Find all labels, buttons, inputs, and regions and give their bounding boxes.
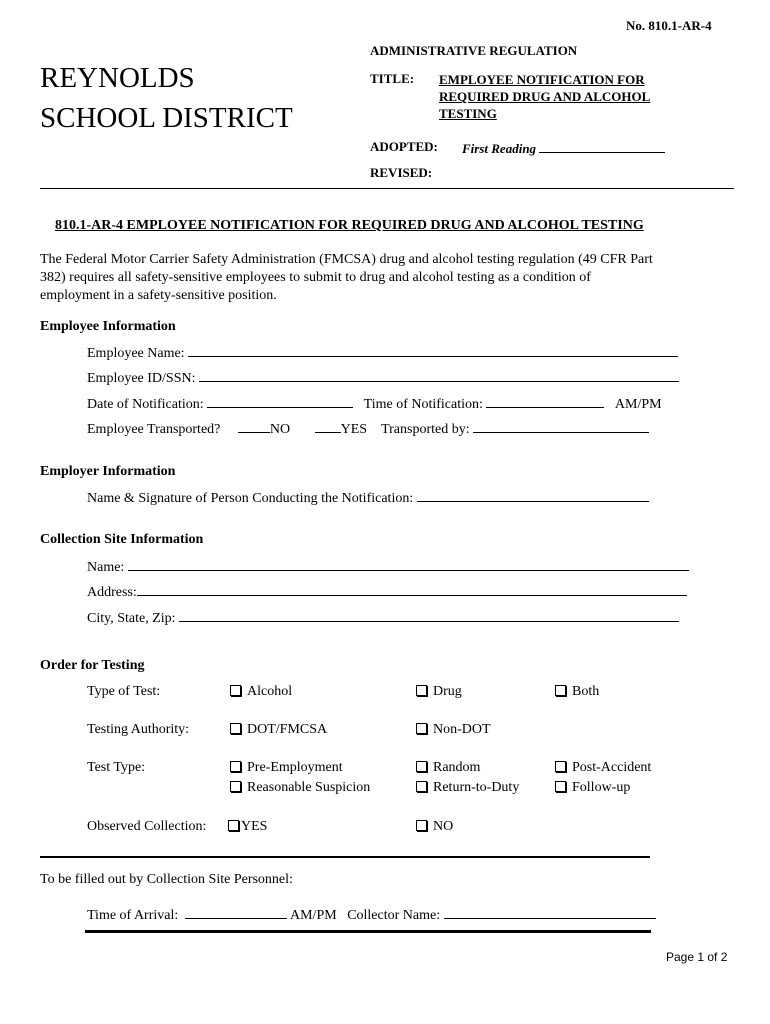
option-observed-no-label: NO (433, 819, 454, 834)
employee-name-field[interactable] (188, 343, 678, 357)
employer-info-heading: Employer Information (40, 464, 176, 479)
option-drug-label: Drug (433, 684, 462, 699)
employee-id-row (87, 368, 679, 387)
date-of-notification-field[interactable] (207, 394, 353, 408)
district-name (40, 58, 293, 138)
ampm-label: AM/PM (614, 397, 662, 412)
checkbox-both[interactable] (555, 685, 566, 696)
collector-name-label: Collector Name: (347, 908, 441, 923)
checkbox-observed-yes[interactable] (228, 820, 239, 831)
transported-yes-blank[interactable] (315, 419, 341, 433)
personnel-intro: To be filled out by Collection Site Personnel: (40, 872, 293, 887)
header-divider (40, 188, 734, 189)
title-line3: TESTING (439, 106, 497, 121)
title-label: TITLE: (370, 71, 415, 86)
transported-by-field[interactable] (473, 419, 649, 433)
option-drug[interactable] (416, 684, 462, 700)
checkbox-alcohol[interactable] (230, 685, 241, 696)
intro-paragraph (40, 251, 740, 305)
collection-site-heading: Collection Site Information (40, 532, 204, 547)
page-number: Page 1 of 2 (666, 950, 728, 964)
option-non-dot-label: Non-DOT (433, 722, 491, 737)
option-both[interactable] (555, 684, 599, 700)
option-dot-fmcsa[interactable] (230, 722, 327, 738)
time-of-notification-field[interactable] (486, 394, 604, 408)
main-heading: 810.1-AR-4 EMPLOYEE NOTIFICATION FOR REQUIRED DRUG AND ALCOHOL TESTING (55, 218, 644, 233)
title-line2: REQUIRED DRUG AND ALCOHOL (439, 89, 651, 104)
checkbox-random[interactable] (416, 761, 427, 772)
regulation-type: ADMINISTRATIVE REGULATION (370, 43, 578, 58)
employee-transported-label: Employee Transported? (87, 422, 221, 437)
test-type-label: Test Type: (87, 760, 146, 775)
option-random[interactable] (416, 760, 480, 776)
transport-row (87, 419, 649, 438)
time-of-arrival-field[interactable] (185, 905, 287, 919)
option-reasonable-suspicion-label: Reasonable Suspicion (247, 780, 371, 795)
option-post-accident[interactable] (555, 760, 651, 776)
signature-row (87, 488, 649, 507)
site-address-row (87, 582, 687, 601)
title-line1: EMPLOYEE NOTIFICATION FOR (439, 72, 645, 87)
employee-id-field[interactable] (199, 368, 679, 382)
option-reasonable-suspicion[interactable] (230, 780, 370, 796)
transported-yes-label: YES (340, 422, 368, 437)
revised-label: REVISED: (370, 165, 433, 180)
checkbox-dot-fmcsa[interactable] (230, 723, 241, 734)
site-city-row (87, 608, 679, 627)
arrival-row (87, 905, 656, 924)
intro-line1: The Federal Motor Carrier Safety Administration (FMCSA) drug and alcohol testing regulation (49 CFR Part (40, 252, 653, 267)
document-number: No. 810.1-AR-4 (626, 18, 712, 33)
option-pre-employment[interactable] (230, 760, 343, 776)
time-of-notification-label: Time of Notification: (363, 397, 483, 412)
adopted-label: ADOPTED: (370, 139, 438, 154)
site-city-field[interactable] (179, 608, 679, 622)
employee-info-heading: Employee Information (40, 319, 176, 334)
order-testing-heading: Order for Testing (40, 658, 145, 673)
option-non-dot[interactable] (416, 722, 491, 738)
observed-collection-label: Observed Collection: (87, 819, 207, 834)
checkbox-non-dot[interactable] (416, 723, 427, 734)
regulation-title (439, 71, 650, 122)
option-alcohol[interactable] (230, 684, 292, 700)
collector-name-field[interactable] (444, 905, 656, 919)
district-name-line2: SCHOOL DISTRICT (40, 102, 293, 134)
arrival-ampm-label: AM/PM (290, 908, 337, 923)
checkbox-pre-employment[interactable] (230, 761, 241, 772)
option-follow-up-label: Follow-up (572, 780, 631, 795)
signature-label: Name & Signature of Person Conducting the Notification: (87, 491, 414, 506)
employee-name-row (87, 343, 678, 362)
intro-line2: 382) requires all safety-sensitive employees to submit to drug and alcohol testing as a condition of (40, 270, 591, 285)
intro-line3: employment in a safety-sensitive position. (40, 288, 277, 303)
checkbox-reasonable-suspicion[interactable] (230, 781, 241, 792)
option-observed-yes[interactable] (228, 819, 267, 835)
site-name-row (87, 557, 689, 576)
testing-authority-label: Testing Authority: (87, 722, 190, 737)
option-observed-no[interactable] (416, 819, 453, 835)
site-name-field[interactable] (128, 557, 689, 571)
option-return-to-duty[interactable] (416, 780, 519, 796)
site-city-label: City, State, Zip: (87, 611, 176, 626)
option-return-to-duty-label: Return-to-Duty (433, 780, 520, 795)
checkbox-observed-no[interactable] (416, 820, 427, 831)
checkbox-follow-up[interactable] (555, 781, 566, 792)
notification-row (87, 394, 662, 413)
date-of-notification-label: Date of Notification: (87, 397, 204, 412)
site-address-label: Address: (87, 585, 137, 600)
checkbox-post-accident[interactable] (555, 761, 566, 772)
option-observed-yes-label: YES (241, 819, 268, 834)
site-address-field[interactable] (137, 582, 687, 596)
option-random-label: Random (433, 760, 481, 775)
district-name-line1: REYNOLDS (40, 62, 195, 94)
adopted-value (462, 139, 665, 157)
employee-id-label: Employee ID/SSN: (87, 371, 196, 386)
type-of-test-label: Type of Test: (87, 684, 161, 699)
employee-name-label: Employee Name: (87, 346, 185, 361)
time-of-arrival-label: Time of Arrival: (87, 908, 179, 923)
checkbox-drug[interactable] (416, 685, 427, 696)
transported-by-label: Transported by: (381, 422, 470, 437)
first-reading-blank[interactable] (539, 139, 665, 153)
option-dot-fmcsa-label: DOT/FMCSA (247, 722, 328, 737)
signature-field[interactable] (417, 488, 649, 502)
transported-no-blank[interactable] (238, 419, 270, 433)
bottom-rule (85, 930, 651, 933)
option-both-label: Both (572, 684, 600, 699)
section-divider (40, 856, 650, 858)
site-name-label: Name: (87, 560, 125, 575)
option-alcohol-label: Alcohol (247, 684, 293, 699)
option-follow-up[interactable] (555, 780, 630, 796)
transported-no-label: NO (269, 422, 291, 437)
option-post-accident-label: Post-Accident (572, 760, 652, 775)
first-reading-text: First Reading (462, 141, 537, 156)
option-pre-employment-label: Pre-Employment (247, 760, 343, 775)
checkbox-return-to-duty[interactable] (416, 781, 427, 792)
